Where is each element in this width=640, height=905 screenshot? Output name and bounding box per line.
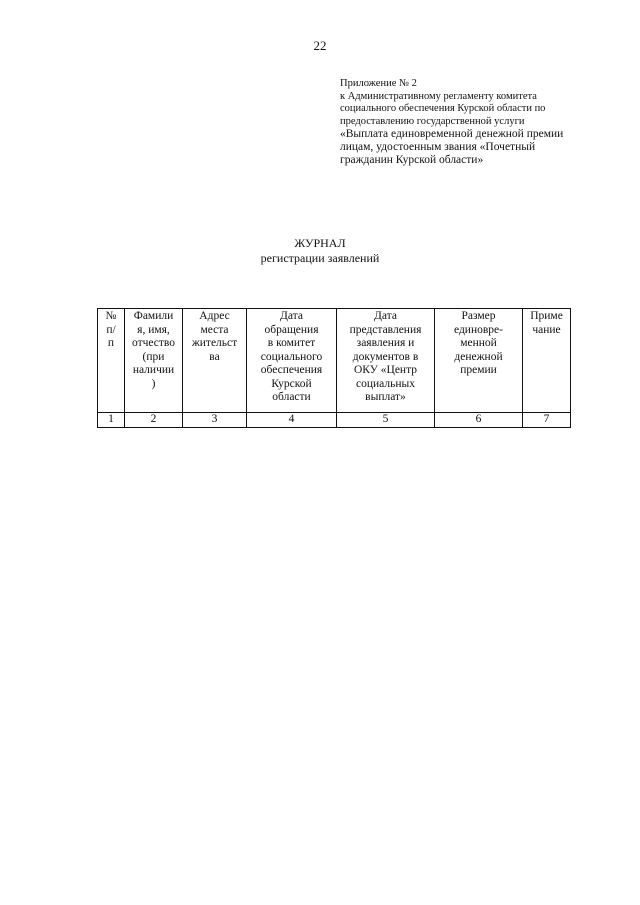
table-header-row — [98, 309, 571, 413]
header-bonus-amount: Размер единовре- менной денежной премии — [435, 309, 523, 413]
header-note: Приме чание — [523, 309, 571, 413]
column-number: 4 — [247, 413, 337, 428]
appendix-line: социального обеспечения Курской области по — [340, 103, 546, 114]
column-number: 6 — [435, 413, 523, 428]
header-number: № п/ п — [98, 309, 125, 413]
journal-heading: ЖУРНАЛ — [294, 236, 346, 250]
column-number: 1 — [98, 413, 125, 428]
header-address: Адрес места жительст ва — [183, 309, 247, 413]
appendix-line: Приложение № 2 — [340, 78, 417, 89]
column-number: 2 — [125, 413, 183, 428]
column-number: 5 — [337, 413, 435, 428]
registration-table — [97, 308, 571, 428]
journal-title — [0, 236, 640, 266]
appendix-block — [340, 78, 590, 167]
appendix-line: предоставлению государственной услуги — [340, 115, 525, 127]
journal-subheading: регистрации заявлений — [260, 251, 380, 265]
column-number: 3 — [183, 413, 247, 428]
column-number: 7 — [523, 413, 571, 428]
column-number-row — [98, 413, 571, 428]
service-name-line: гражданин Курской области» — [340, 154, 484, 166]
header-full-name: Фамили я, имя, отчество (при наличии ) — [125, 309, 183, 413]
appendix-line: к Административному регламенту комитета — [340, 90, 537, 102]
header-application-date: Дата обращения в комитет социального обеспечения Курской области — [247, 309, 337, 413]
service-name-line: «Выплата единовременной денежной премии — [340, 128, 564, 140]
header-documents-date: Дата представления заявления и документов в ОКУ «Центр социальных выплат» — [337, 309, 435, 413]
page-number: 22 — [313, 38, 327, 53]
service-name-line: лицам, удостоенным звания «Почетный — [340, 141, 536, 153]
